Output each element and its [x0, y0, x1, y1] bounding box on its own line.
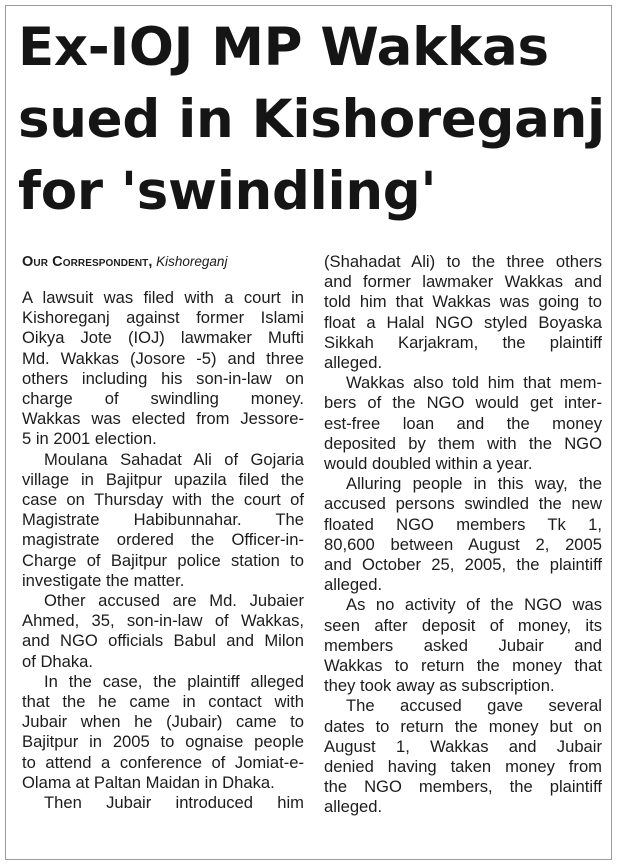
article-line: told him that Wakkas was going to	[324, 292, 602, 312]
article-line: August 1, Wakkas and Jubair	[324, 736, 602, 756]
article-line: float a Halal NGO styled Boyaska	[324, 312, 602, 332]
byline-location: Kishoreganj	[156, 254, 228, 269]
article-line: As no activity of the NGO was	[346, 595, 602, 615]
article-line: others including his son-in-law on	[22, 368, 304, 388]
article-paragraph	[22, 591, 304, 672]
headline-line: sued in Kishoreganj	[18, 89, 605, 150]
article-paragraph	[22, 793, 304, 813]
article-paragraph	[324, 696, 602, 817]
article-line: est-free loan and the money	[324, 413, 602, 433]
article-line: to attend a conference of Jomiat-e-	[22, 752, 304, 772]
article-line: charge of swindling money.	[22, 389, 304, 409]
article-paragraph	[324, 474, 602, 595]
article-line: bers of the NGO would get inter-	[324, 393, 602, 413]
article-body-left	[22, 288, 304, 813]
byline	[22, 252, 304, 272]
article-paragraph	[22, 672, 304, 793]
article-line: Wakkas was elected from Jessore-	[22, 409, 304, 429]
article-line: Wakkas to return the money that	[324, 656, 602, 676]
article-line: village in Bajitpur upazila filed the	[22, 469, 304, 489]
article-line: alleged.	[324, 797, 383, 817]
article-paragraph	[22, 450, 304, 591]
article-line: that the he came in contact with	[22, 692, 304, 712]
article-line: Magistrate Habibunnahar. The	[22, 510, 304, 530]
article-paragraph	[324, 595, 602, 696]
article-line: Then Jubair introduced him	[44, 793, 304, 813]
article-column-left	[22, 252, 304, 813]
article-line: and former lawmaker Wakkas and	[324, 272, 602, 292]
article-line: 80,600 between August 2, 2005	[324, 534, 602, 554]
article-line: and October 25, 2005, the plaintiff	[324, 555, 602, 575]
article-line: alleged.	[324, 353, 383, 373]
article-line: Charge of Bajitpur police station to	[22, 550, 304, 570]
byline-correspondent: Our Correspondent,	[22, 254, 153, 270]
article-line: of Dhaka.	[22, 651, 94, 671]
article-line: magistrate ordered the Officer-in-	[22, 530, 304, 550]
article-line: 5 in 2001 election.	[22, 429, 157, 449]
article-line: In the case, the plaintiff alleged	[44, 671, 304, 691]
headline-line: Ex-IOJ MP Wakkas	[18, 17, 549, 78]
article-line: Moulana Sahadat Ali of Gojaria	[44, 449, 304, 469]
article-line: Kishoreganj against former Islami	[22, 308, 304, 328]
article-line: The accused gave several	[346, 696, 602, 716]
article-line: accused persons swindled the new	[324, 494, 602, 514]
headline	[18, 12, 608, 228]
article-line: investigate the matter.	[22, 570, 185, 590]
article-line: the NGO members, the plaintiff	[324, 777, 602, 797]
article-line: Md. Wakkas (Josore -5) and three	[22, 348, 304, 368]
article-line: Bajitpur in 2005 to ognaise people	[22, 732, 304, 752]
article-line: Alluring people in this way, the	[346, 474, 602, 494]
headline-line: for 'swindling'	[18, 161, 437, 222]
article-line: seen after deposit of money, its	[324, 615, 602, 635]
article-column-right	[324, 252, 602, 818]
article-line: denied having taken money from	[324, 757, 602, 777]
article-line: floated NGO members Tk 1,	[324, 514, 602, 534]
article-body-right	[324, 252, 602, 818]
article-line: A lawsuit was filed with a court in	[22, 288, 304, 307]
article-line: Other accused are Md. Jubaier	[44, 591, 304, 611]
article-line: Sikkah Karjakram, the plaintiff	[324, 332, 602, 352]
article-line: and NGO officials Babul and Milon	[22, 631, 304, 651]
article-line: alleged.	[324, 575, 383, 595]
article-line: Olama at Paltan Maidan in Dhaka.	[22, 772, 275, 792]
article-line: Wakkas also told him that mem-	[346, 373, 602, 393]
article-line: case on Thursday with the court of	[22, 490, 304, 510]
article-line: they took away as subscription.	[324, 676, 555, 696]
article-paragraph	[324, 252, 602, 373]
article-line: dates to return the money but on	[324, 716, 602, 736]
article-line: Ahmed, 35, son-in-law of Wakkas,	[22, 611, 304, 631]
article-line: deposited by them with the NGO	[324, 433, 602, 453]
article-line: (Shahadat Ali) to the three others	[324, 252, 602, 271]
article-line: Oikya Jote (IOJ) lawmaker Mufti	[22, 328, 304, 348]
article-line: Jubair when he (Jubair) came to	[22, 712, 304, 732]
article-line: would doubled within a year.	[324, 454, 533, 474]
article-paragraph	[22, 288, 304, 450]
article-line: members asked Jubair and	[324, 635, 602, 655]
article-paragraph	[324, 373, 602, 474]
